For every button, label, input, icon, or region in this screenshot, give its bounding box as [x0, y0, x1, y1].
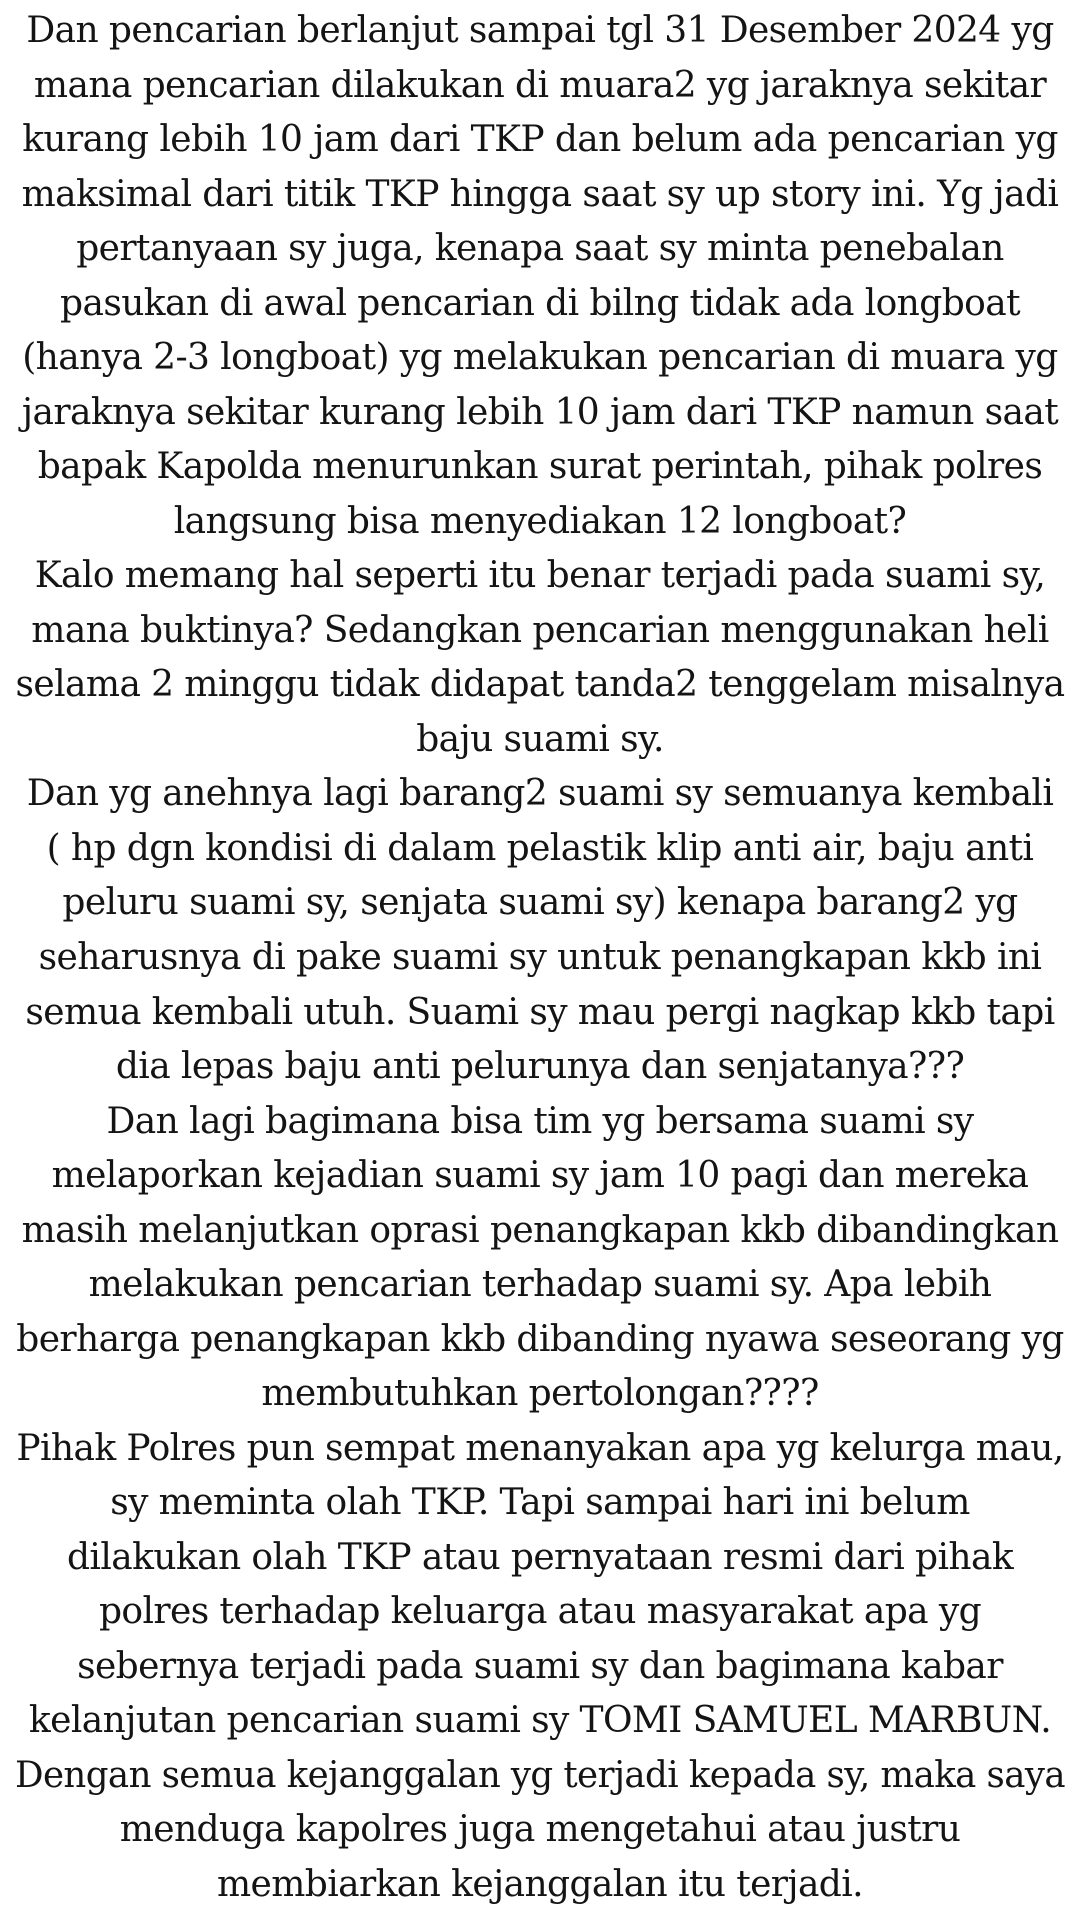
text-line: berharga penangkapan kkb dibanding nyawa seseorang yg [16, 1318, 1064, 1360]
text-line: menduga kapolres juga mengetahui atau justru [119, 1809, 961, 1851]
text-line: melakukan pencarian terhadap suami sy. Apa lebih [88, 1264, 992, 1306]
text-line: (hanya 2-3 longboat) yg melakukan pencarian di muara yg [22, 337, 1058, 379]
text-line: ( hp dgn kondisi di dalam pelastik klip anti air, baju anti [46, 827, 1034, 869]
text-line: membutuhkan pertolongan???? [261, 1373, 819, 1415]
text-line: Dan pencarian berlanjut sampai tgl 31 Desember 2024 yg [26, 10, 1054, 51]
text-line: sy meminta olah TKP. Tapi sampai hari ini belum [110, 1482, 970, 1524]
text-line: masih melanjutkan oprasi penangkapan kkb dibandingkan [21, 1209, 1059, 1251]
text-line: baju suami sy. [416, 718, 664, 760]
text-line: pasukan di awal pencarian di bilng tidak ada longboat [60, 282, 1020, 324]
text-line: Kalo memang hal seperti itu benar terjadi pada suami sy, [34, 555, 1046, 597]
text-line: polres terhadap keluarga atau masyarakat apa yg [98, 1591, 982, 1633]
text-line: semua kembali utuh. Suami sy mau pergi nagkap kkb tapi [25, 991, 1055, 1033]
text-line: Dan yg anehnya lagi barang2 suami sy semuanya kembali [26, 773, 1054, 815]
text-line: selama 2 minggu tidak didapat tanda2 tenggelam misalnya [15, 664, 1065, 706]
text-line: dilakukan olah TKP atau pernyataan resmi dari pihak [66, 1536, 1014, 1578]
text-line: dia lepas baju anti pelurunya dan senjatanya??? [115, 1046, 965, 1088]
text-line: seharusnya di pake suami sy untuk penangkapan kkb ini [38, 937, 1042, 978]
text-line: kelanjutan pencarian suami sy TOMI SAMUEL MARBUN. [28, 1700, 1052, 1742]
text-line: mana pencarian dilakukan di muara2 yg jaraknya sekitar [33, 64, 1047, 106]
text-line: maksimal dari titik TKP hingga saat sy up story ini. Yg jadi [21, 173, 1059, 215]
text-line: Pihak Polres pun sempat menanyakan apa yg kelurga mau, [16, 1427, 1064, 1469]
text-line: Dan lagi bagimana bisa tim yg bersama suami sy [106, 1100, 974, 1142]
text-line: mana buktinya? Sedangkan pencarian menggunakan heli [31, 609, 1049, 651]
text-line: langsung bisa menyediakan 12 longboat? [173, 500, 907, 542]
text-line: jaraknya sekitar kurang lebih 10 jam dari TKP namun saat [21, 391, 1059, 433]
text-line: melaporkan kejadian suami sy jam 10 pagi dan mereka [51, 1155, 1029, 1197]
text-line: membiarkan kejanggalan itu terjadi. [216, 1864, 864, 1905]
text-line: kurang lebih 10 jam dari TKP dan belum ada pencarian yg [22, 119, 1058, 161]
text-line: Dengan semua kejanggalan yg terjadi kepada sy, maka saya [15, 1754, 1065, 1796]
text-line: peluru suami sy, senjata suami sy) kenapa barang2 yg [62, 882, 1018, 924]
text-line: pertanyaan sy juga, kenapa saat sy minta penebalan [76, 228, 1004, 270]
text-line: bapak Kapolda menurunkan surat perintah, pihak polres [37, 446, 1043, 488]
text-line: sebernya terjadi pada suami sy dan bagimana kabar [77, 1645, 1003, 1687]
